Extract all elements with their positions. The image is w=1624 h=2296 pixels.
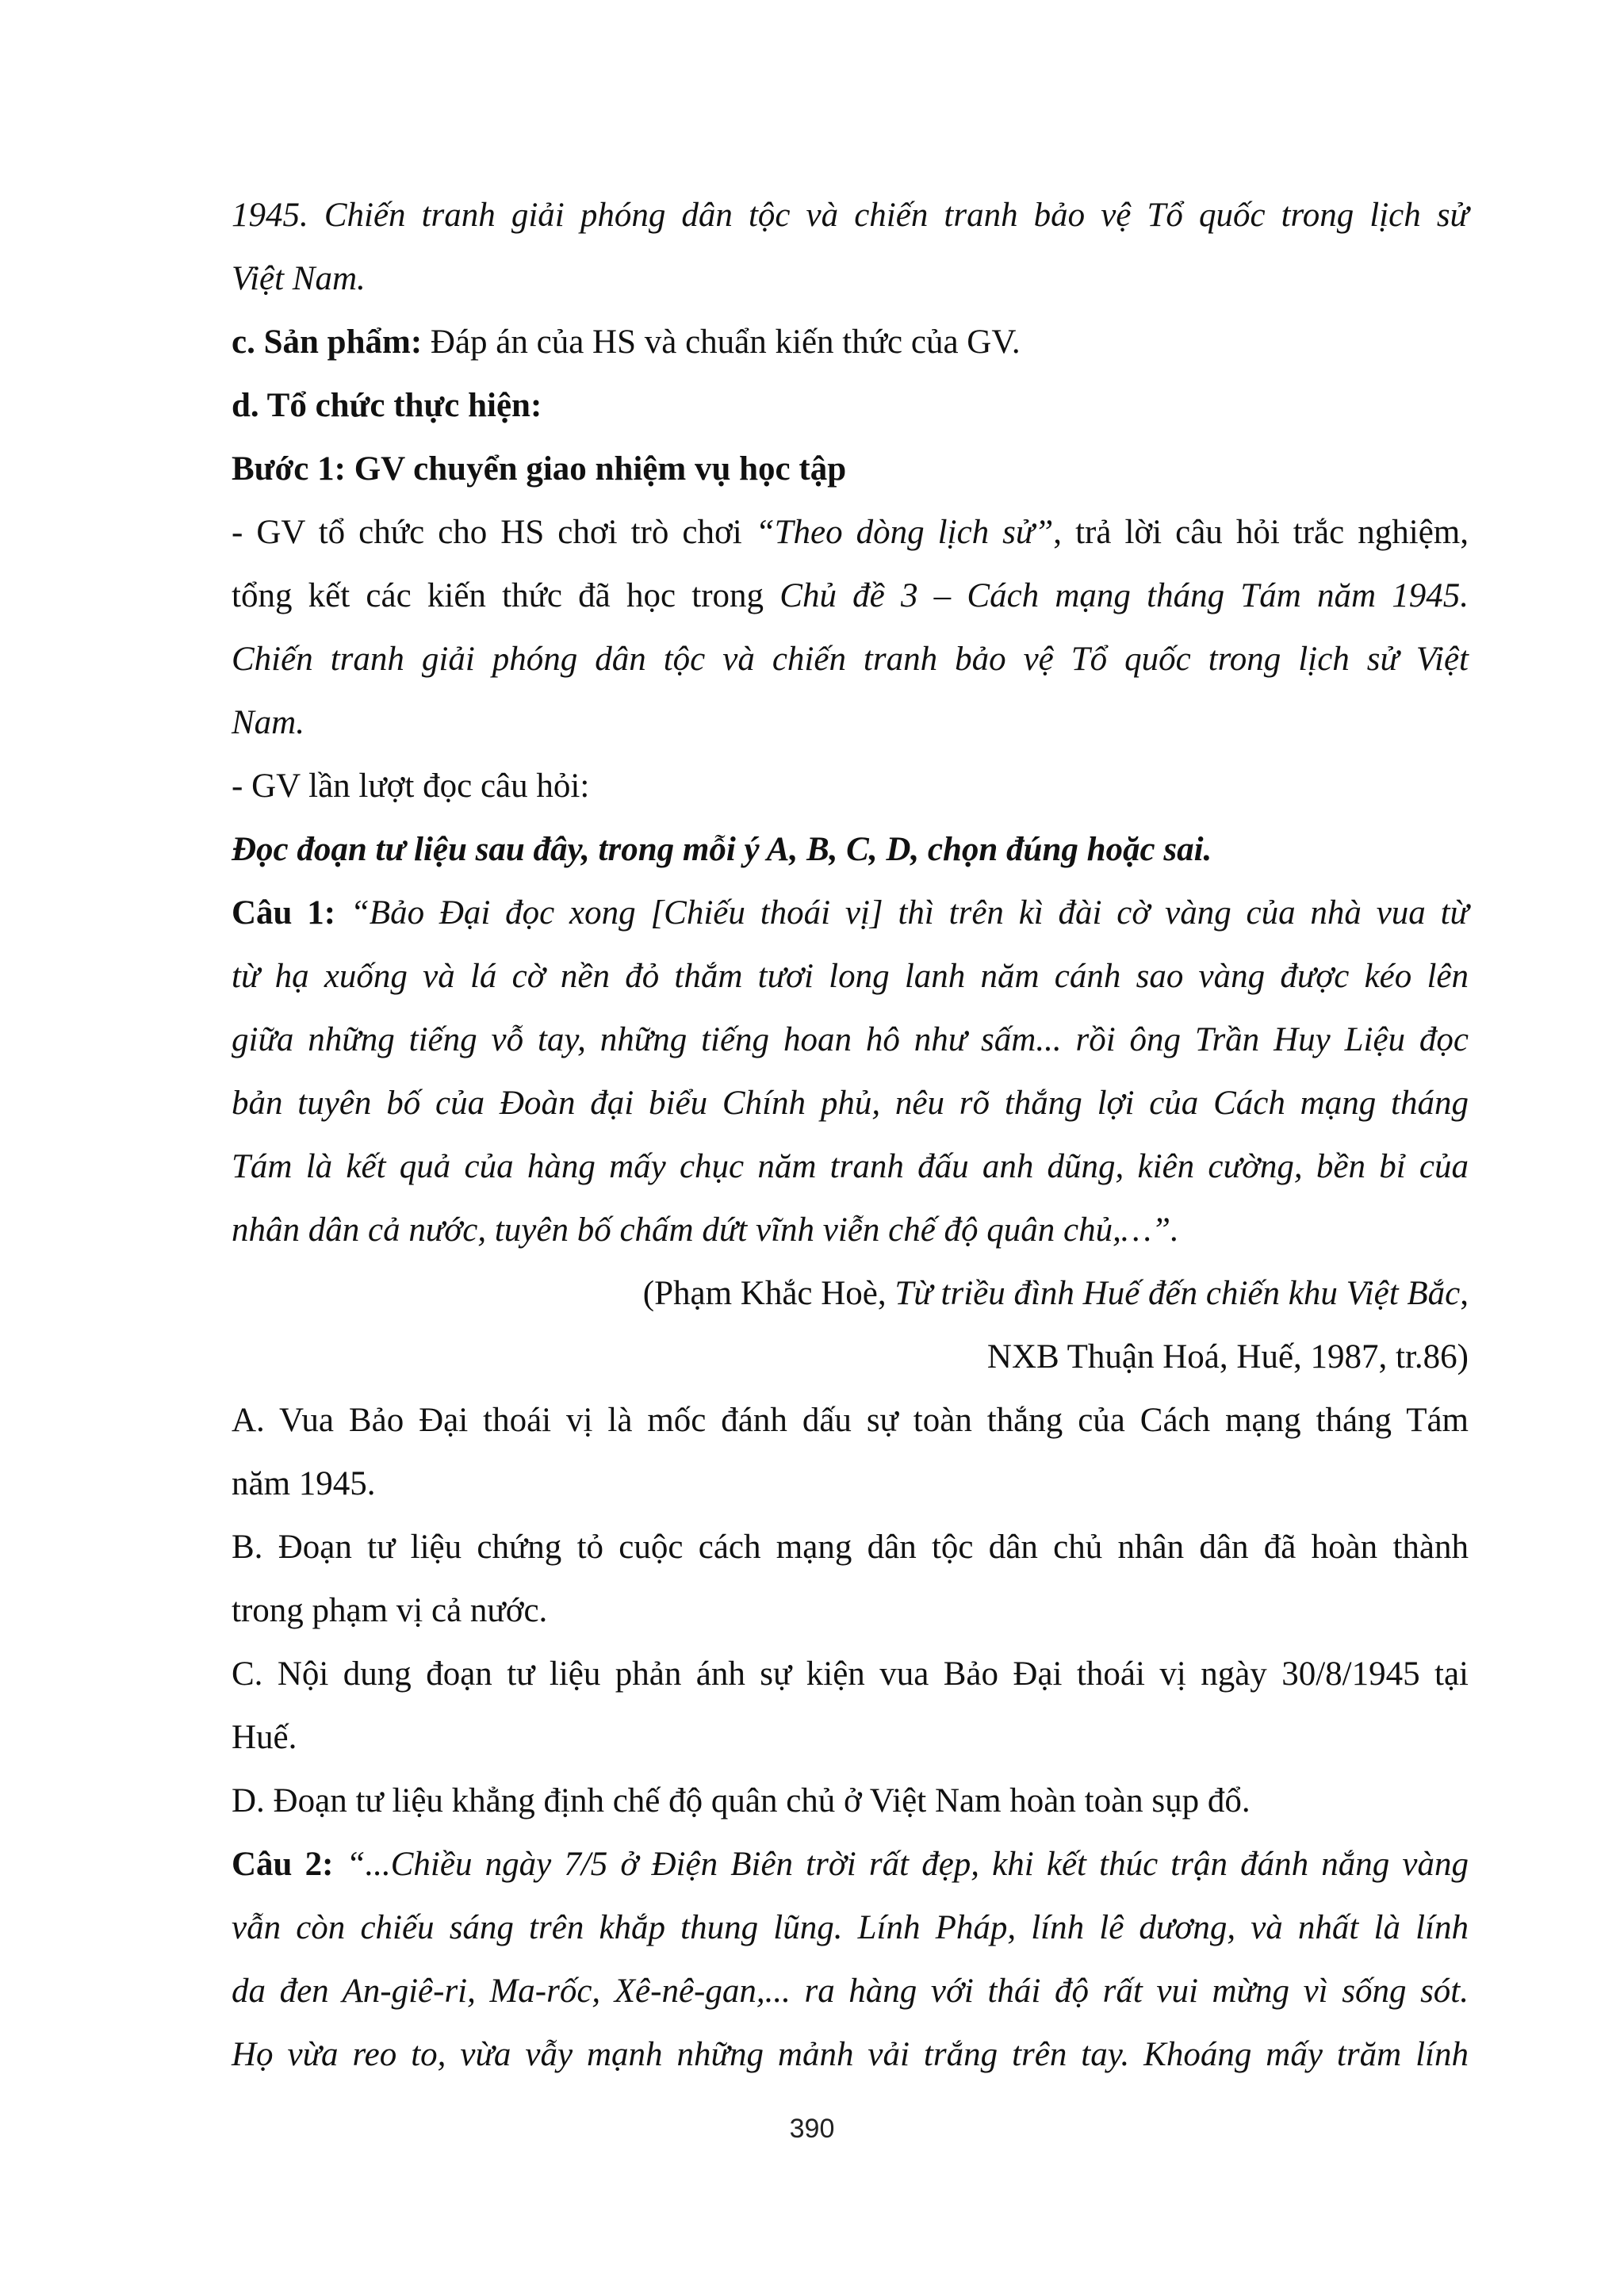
citation-title: Từ triều đình Huế đến chiến khu Việt Bắc (894, 1275, 1461, 1312)
option-c-cont: Huế. (232, 1719, 297, 1756)
option-a-cont: năm 1945. (232, 1465, 376, 1502)
product-paragraph (232, 311, 1469, 374)
question1-label: Câu 1: (232, 894, 336, 932)
question1-quote-line: bản tuyên bố của Đoàn đại biểu Chính phủ, nêu rõ thắng lợi của Cách mạng tháng (232, 1085, 1469, 1122)
question1-quote-line: từ hạ xuống và lá cờ nền đỏ thắm tươi long lanh năm cánh sao vàng được kéo lên (232, 958, 1469, 995)
gv-task-line-1: - GV tổ chức cho HS chơi trò chơi “Theo dòng lịch sử”, trả lời câu hỏi trắc nghiệm, (232, 514, 1469, 551)
option-a: A. Vua Bảo Đại thoái vị là mốc đánh dấu sự toàn thắng của Cách mạng tháng Tám (232, 1402, 1469, 1439)
intro-line-1: 1945. Chiến tranh giải phóng dân tộc và chiến tranh bảo vệ Tổ quốc trong lịch sử (232, 197, 1469, 234)
instruction-line: Đọc đoạn tư liệu sau đây, trong mỗi ý A, B, C, D, chọn đúng hoặc sai. (232, 831, 1212, 868)
question1-citation-2: NXB Thuận Hoá, Huế, 1987, tr.86) (986, 1338, 1469, 1376)
product-label: c. Sản phẩm: (232, 323, 423, 361)
question2-quote-line: da đen An-giê-ri, Ma-rốc, Xê-nê-gan,... ra hàng với thái độ rất vui mừng vì sống sót. (232, 1973, 1469, 2010)
gv-task-line-2: tổng kết các kiến thức đã học trong Chủ đề 3 – Cách mạng tháng Tám năm 1945. (232, 577, 1469, 614)
step1-heading: Bước 1: GV chuyển giao nhiệm vụ học tập (232, 450, 847, 488)
organize-heading: d. Tổ chức thực hiện: (232, 387, 542, 424)
question1-quote-line: nhân dân cả nước, tuyên bố chấm dứt vĩnh viễn chế độ quân chủ,…”. (232, 1211, 1179, 1249)
question1-citation-1: (Phạm Khắc Hoè, Từ triều đình Huế đến chiến khu Việt Bắc, (642, 1275, 1469, 1312)
question2-quote-line: vẫn còn chiếu sáng trên khắp thung lũng. Lính Pháp, lính lê dương, và nhất là lính (232, 1909, 1469, 1946)
question1-line-1: Câu 1: “Bảo Đại đọc xong [Chiếu thoái vị] thì trên kì đài cờ vàng của nhà vua từ (232, 894, 1469, 932)
question1-quote-line: giữa những tiếng vỗ tay, những tiếng hoan hô như sấm... rồi ông Trần Huy Liệu đọc (232, 1021, 1469, 1058)
option-b-cont: trong phạm vị cả nước. (232, 1592, 548, 1629)
question2-quote-line: Họ vừa reo to, vừa vẫy mạnh những mảnh vải trắng trên tay. Khoáng mấy trăm lính (232, 2036, 1469, 2073)
document-page (232, 184, 1469, 2087)
gv-task-line-3: Chiến tranh giải phóng dân tộc và chiến tranh bảo vệ Tổ quốc trong lịch sử Việt (232, 641, 1469, 678)
intro-line-2: Việt Nam. (232, 260, 366, 297)
topic-name: Chủ đề 3 – Cách mạng tháng Tám năm 1945. (779, 577, 1469, 614)
product-text: Đáp án của HS và chuẩn kiến thức của GV. (422, 323, 1021, 361)
game-name: “Theo dòng lịch sử” (755, 514, 1054, 551)
option-b: B. Đoạn tư liệu chứng tỏ cuộc cách mạng dân tộc dân chủ nhân dân đã hoàn thành (232, 1529, 1469, 1566)
gv-read-line: - GV lần lượt đọc câu hỏi: (232, 767, 590, 805)
question2-line-1: Câu 2: “...Chiều ngày 7/5 ở Điện Biên trời rất đẹp, khi kết thúc trận đánh nắng vàng (232, 1846, 1469, 1883)
page-number: 390 (789, 2114, 835, 2144)
option-c: C. Nội dung đoạn tư liệu phản ánh sự kiện vua Bảo Đại thoái vị ngày 30/8/1945 tại (232, 1655, 1469, 1693)
option-d: D. Đoạn tư liệu khẳng định chế độ quân chủ ở Việt Nam hoàn toàn sụp đổ. (232, 1782, 1251, 1820)
question1-quote-line: Tám là kết quả của hàng mấy chục năm tranh đấu anh dũng, kiên cường, bền bỉ của (232, 1148, 1469, 1185)
question2-label: Câu 2: (232, 1846, 334, 1883)
gv-task-line-4: Nam. (232, 704, 304, 741)
